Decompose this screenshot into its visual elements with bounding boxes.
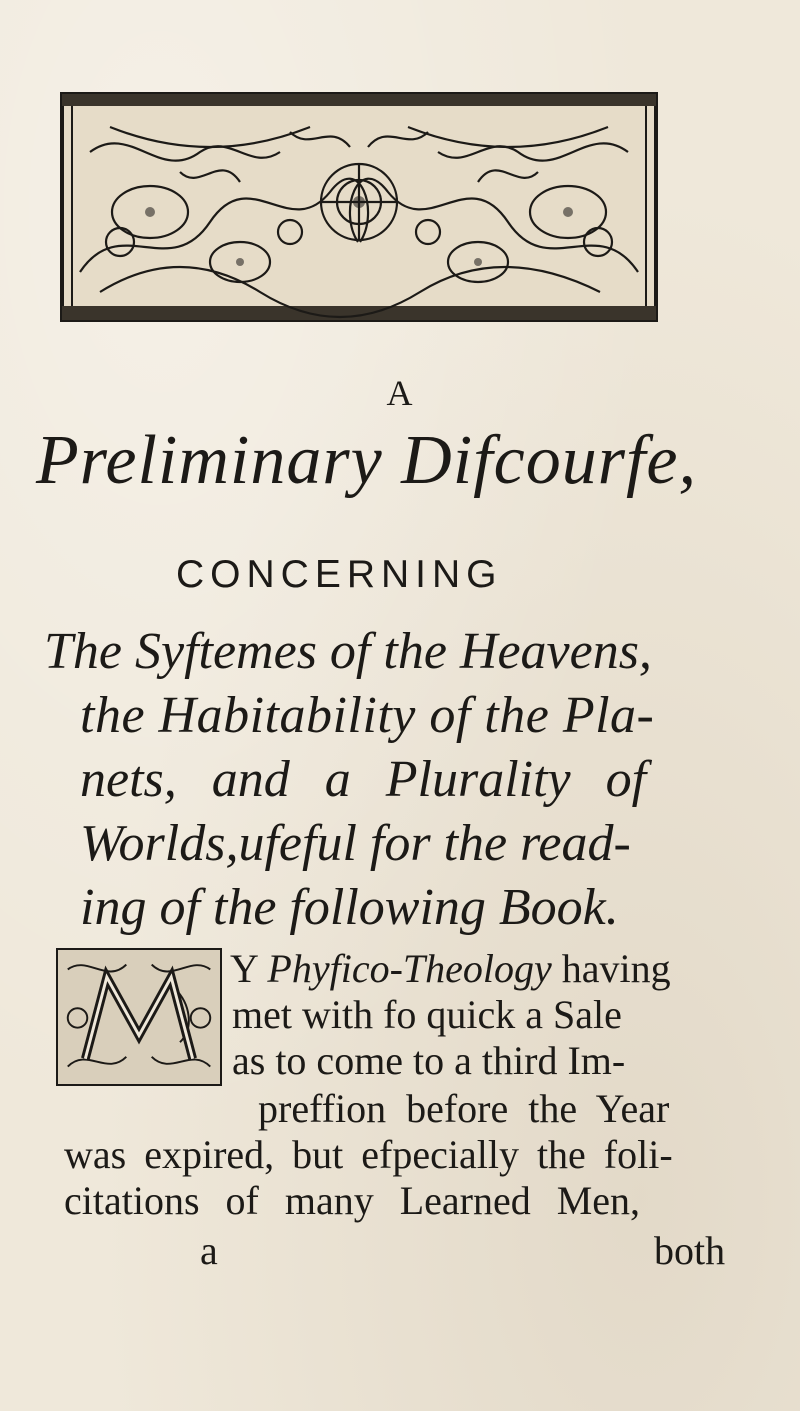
- body-text-fragment: having: [551, 946, 671, 991]
- body-line: citations of many Learned Men,: [64, 1178, 641, 1223]
- page-title: Preliminary Difcourfe,: [36, 422, 697, 499]
- subtitle-line: nets, and a Plurality of: [80, 751, 647, 808]
- ornamental-headpiece-icon: [60, 92, 658, 322]
- subtitle-line: the Habitability of the Pla-: [80, 687, 655, 744]
- subtitle-line: Worlds,ufeful for the read-: [80, 815, 631, 872]
- section-letter: A: [386, 373, 414, 413]
- catchword: both: [654, 1228, 726, 1273]
- subtitle-block: [44, 620, 764, 940]
- body-line: met with fo quick a Sale: [232, 992, 622, 1037]
- subtitle-line: The Syftemes of the Heavens,: [44, 623, 652, 680]
- body-line: [230, 946, 671, 992]
- subtitle-line: ing of the following Book.: [80, 879, 619, 936]
- signature-mark: a: [200, 1228, 218, 1273]
- book-title-italic: Phyfico-Theology: [267, 946, 552, 991]
- body-line: preffion before the Year: [258, 1086, 670, 1131]
- body-text-fragment: Y: [230, 946, 268, 991]
- body-line: as to come to a third Im-: [232, 1038, 626, 1083]
- body-line: was expired, but efpecially the foli-: [64, 1132, 673, 1177]
- concerning-heading: CONCERNING: [176, 553, 503, 596]
- decorated-initial-m-icon: [56, 948, 222, 1086]
